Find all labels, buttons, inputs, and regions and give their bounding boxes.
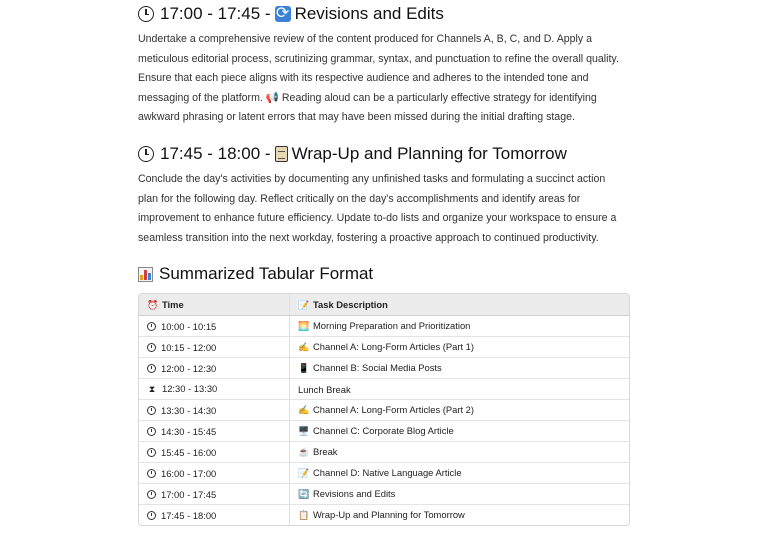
time-cell [139, 358, 290, 379]
time-cell [139, 442, 290, 463]
time-text: 10:00 - 10:15 [161, 320, 217, 332]
schedule-table [138, 293, 630, 526]
clock-icon [147, 490, 156, 499]
table-row [139, 316, 629, 337]
task-cell [290, 505, 630, 526]
task-cell [290, 400, 630, 421]
task-emoji-icon: 📝 [298, 468, 310, 478]
clock-icon [147, 343, 156, 352]
clock-icon [147, 364, 156, 373]
time-text: 17:45 - 18:00 [161, 509, 217, 521]
time-cell [139, 379, 290, 400]
table-header-row [139, 294, 629, 316]
table-row [139, 421, 629, 442]
time-text: 16:00 - 17:00 [161, 467, 217, 479]
section-time: 17:45 - 18:00 - [160, 144, 271, 163]
summary-title: Summarized Tabular Format [159, 264, 374, 283]
task-emoji-icon: 📱 [298, 363, 310, 373]
table-row [139, 463, 629, 484]
task-emoji-icon: ✍️ [298, 405, 310, 415]
alarm-clock-icon: ⏰ [147, 299, 159, 310]
table-row [139, 442, 629, 463]
time-cell [139, 421, 290, 442]
section-wrap-up [138, 144, 638, 248]
task-text: Break [313, 446, 338, 457]
section-title: Revisions and Edits [294, 4, 444, 23]
task-text: Morning Preparation and Prioritization [313, 320, 471, 331]
clock-icon [147, 511, 156, 520]
section-revisions [138, 4, 638, 128]
table-row [139, 337, 629, 358]
clipboard-icon [275, 146, 288, 162]
time-cell [139, 337, 290, 358]
task-cell [290, 379, 630, 400]
section-heading [138, 4, 638, 24]
task-emoji-icon: 🌅 [298, 321, 310, 331]
header-task [290, 294, 630, 316]
time-text: 14:30 - 15:45 [161, 425, 217, 437]
time-text: 12:00 - 12:30 [161, 362, 217, 374]
time-cell [139, 316, 290, 337]
task-cell [290, 484, 630, 505]
clock-icon [147, 448, 156, 457]
clock-icon [138, 6, 154, 22]
section-time: 17:00 - 17:45 - [160, 4, 271, 23]
task-text: Lunch Break [298, 383, 351, 395]
clock-icon [147, 322, 156, 331]
time-cell [139, 484, 290, 505]
task-emoji-icon: ☕ [298, 447, 310, 457]
task-text: Channel B: Social Media Posts [313, 362, 442, 373]
refresh-icon: ⟳ [275, 5, 290, 22]
table-row [139, 505, 629, 526]
task-text: Channel D: Native Language Article [313, 467, 462, 478]
hourglass-icon: ⧗ [148, 384, 156, 394]
time-text: 13:30 - 14:30 [161, 404, 217, 416]
task-text: Channel A: Long-Form Articles (Part 1) [313, 341, 475, 352]
task-cell [290, 358, 630, 379]
task-text: Channel A: Long-Form Articles (Part 2) [313, 404, 475, 415]
task-cell [290, 337, 630, 358]
table-row [139, 379, 629, 400]
clock-icon [147, 406, 156, 415]
table-row [139, 358, 629, 379]
time-cell [139, 400, 290, 421]
time-text: 10:15 - 12:00 [161, 341, 217, 353]
task-emoji-icon: 📋 [298, 510, 310, 520]
task-text: Revisions and Edits [313, 488, 396, 499]
section-title: Wrap-Up and Planning for Tomorrow [291, 144, 567, 163]
task-text: Channel C: Corporate Blog Article [313, 425, 454, 436]
task-cell [290, 421, 630, 442]
time-cell [139, 505, 290, 526]
task-emoji-icon: 🖥️ [298, 426, 310, 436]
summary-section [138, 264, 638, 284]
memo-icon: 📝 [298, 299, 310, 310]
table-row [139, 400, 629, 421]
bar-chart-icon [138, 267, 153, 282]
section-heading [138, 144, 638, 164]
time-cell [139, 463, 290, 484]
task-emoji-icon: ✍️ [298, 342, 310, 352]
header-time-label: Time [162, 298, 184, 310]
table-row [139, 484, 629, 505]
time-text: 17:00 - 17:45 [161, 488, 217, 500]
task-emoji-icon: 🔄 [298, 489, 310, 499]
clock-icon [147, 469, 156, 478]
task-text: Wrap-Up and Planning for Tomorrow [313, 509, 465, 520]
summary-heading [138, 264, 638, 284]
task-cell [290, 442, 630, 463]
time-text: 12:30 - 13:30 [162, 383, 218, 394]
section-body: Undertake a comprehensive review of the content produced for Channels A, B, C, and D. Apply a meticulous editorial process, scrutinizing grammar, syntax, and punctuation to refine the overall quality. Ensure that each piece aligns with its respective audience and adheres to the intended tone and messaging of the platform. 📢 Reading aloud can be a particularly effective strategy for identifying awkward phrasing or latent errors that may have been missed during the initial drafting stage. [138, 33, 619, 124]
clock-icon [138, 146, 154, 162]
time-text: 15:45 - 16:00 [161, 446, 217, 458]
task-cell [290, 316, 630, 337]
section-body: Conclude the day's activities by documenting any unfinished tasks and formulating a succinct action plan for the following day. Reflect critically on the day's accomplishments and identify areas for improvement to enhance future efficiency. Update to-do lists and organize your workspace to ensure a seamless transition into the next workday, fostering a proactive approach to continued productivity. [138, 173, 617, 244]
header-time [139, 294, 290, 316]
task-cell [290, 463, 630, 484]
header-task-label: Task Description [313, 298, 388, 310]
clock-icon [147, 427, 156, 436]
